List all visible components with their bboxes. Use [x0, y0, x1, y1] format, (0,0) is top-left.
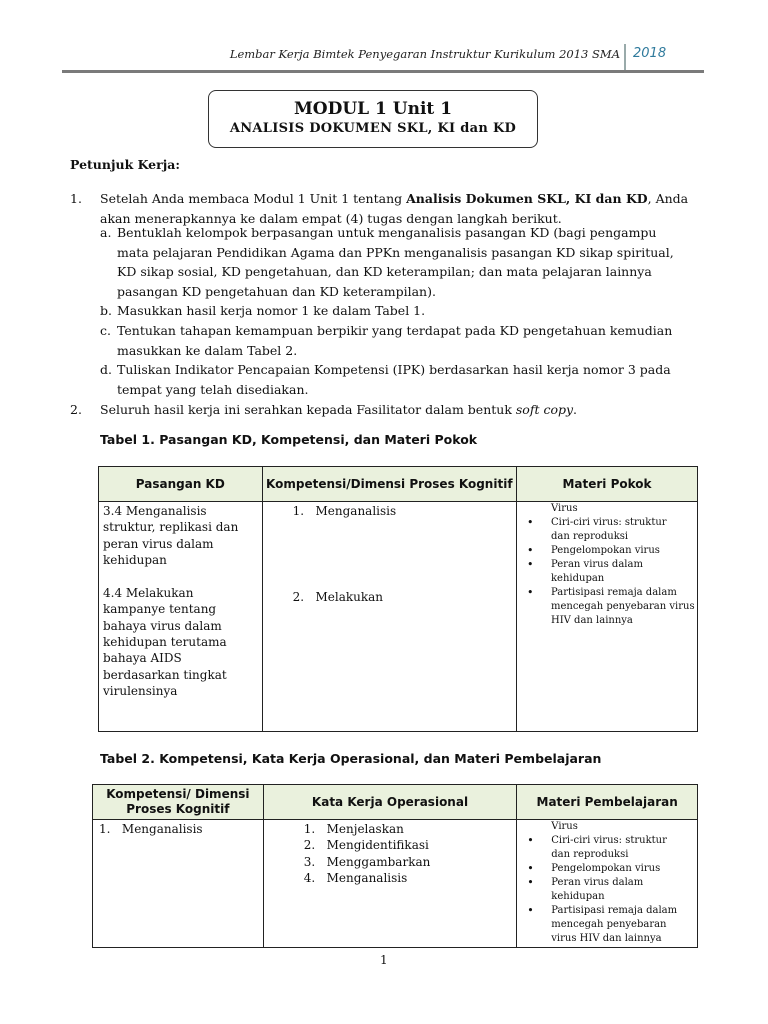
- table-2-materi-cell: [517, 820, 698, 948]
- table-2-kompetensi-1: 1. Menganalisis: [99, 822, 203, 836]
- module-title: MODUL 1 Unit 1: [293, 99, 453, 119]
- header-divider: [624, 44, 626, 72]
- item-2-text: Seluruh hasil kerja ini serahkan kepada Fasilitator dalam bentuk soft copy.: [100, 402, 578, 417]
- list-item: 3. Menggambarkan: [303, 854, 431, 869]
- list-item: • Ciri-ciri virus: struktur dan reproduksi: [551, 516, 697, 544]
- table-1-materi-cell: [516, 502, 697, 732]
- list-item: • Ciri-ciri virus: struktur dan reproduksi: [551, 834, 697, 862]
- kd-4-4: 4.4 Melakukan kampanye tentang bahaya virus dalam kehidupan terutama bahaya AIDS berdasarkan tingkat virulensinya: [103, 586, 227, 698]
- table-1-kompetensi-2: 2. Melakukan: [292, 590, 384, 605]
- sub-b-label: b.: [100, 303, 112, 318]
- sub-a-label: a.: [100, 225, 112, 240]
- table-1-kd-cell: [99, 502, 263, 732]
- table-1-header-kompetensi: Kompetensi/Dimensi Proses Kognitif: [262, 467, 516, 502]
- header-year: 2018: [633, 46, 667, 61]
- sub-c-text: Tentukan tahapan kemampuan berpikir yang terdapat pada KD pengetahuan kemudian masukkan ke dalam Tabel 2.: [117, 323, 673, 358]
- page-number: 1: [380, 953, 388, 967]
- table-2-header-kko: Kata Kerja Operasional: [263, 785, 517, 820]
- item-1-number: 1.: [70, 191, 82, 206]
- table-2-caption: Tabel 2. Kompetensi, Kata Kerja Operasional, dan Materi Pembelajaran: [100, 751, 602, 766]
- table-2-kompetensi-cell: [93, 820, 264, 948]
- table-1-header-pasangan-kd: Pasangan KD: [99, 467, 263, 502]
- list-item: • Partisipasi remaja dalam mencegah penyebaran virus HIV dan lainnya: [551, 904, 697, 946]
- item-1-line-2: akan menerapkannya ke dalam empat (4) tugas dengan langkah berikut.: [100, 210, 562, 226]
- list-item: • Partisipasi remaja dalam mencegah penyebaran virus HIV dan lainnya: [551, 586, 697, 628]
- table-2-materi-list: [517, 820, 697, 946]
- sub-a-text: Bentuklah kelompok berpasangan untuk menganalisis pasangan KD (bagi pengampu mata pelajaran Pendidikan Agama dan PPKn menganalisis pasangan KD sikap spiritual, KD sikap sosial, KD pengetahuan, dan KD keterampilan; dan mata pelajaran lainnya pasangan KD pengetahuan dan KD keterampilan).: [117, 225, 674, 299]
- table-2-header-materi: Materi Pembelajaran: [517, 785, 698, 820]
- table-2: [92, 784, 698, 948]
- list-item: 1. Menjelaskan: [303, 822, 404, 836]
- table-1-kompetensi-cell: [262, 502, 516, 732]
- module-title-box: [208, 90, 538, 148]
- list-item: 2. Mengidentifikasi: [303, 838, 429, 853]
- item-1-line-1: Setelah Anda membaca Modul 1 Unit 1 tentang Analisis Dokumen SKL, KI dan KD, Anda: [100, 191, 689, 206]
- list-item: • Peran virus dalam kehidupan: [551, 876, 697, 904]
- table-1-materi-list: [517, 502, 697, 628]
- list-item: Virus: [551, 821, 578, 832]
- table-1-kompetensi-1: 1. Menganalisis: [292, 504, 397, 518]
- sub-d-text: Tuliskan Indikator Pencapaian Kompetensi (IPK) berdasarkan hasil kerja nomor 3 pada tempat yang telah disediakan.: [117, 362, 671, 397]
- instructions-heading: Petunjuk Kerja:: [70, 157, 180, 172]
- list-item: 4. Menganalisis: [303, 870, 408, 885]
- sub-b-text: Masukkan hasil kerja nomor 1 ke dalam Tabel 1.: [117, 303, 426, 318]
- table-1-caption: Tabel 1. Pasangan KD, Kompetensi, dan Materi Pokok: [100, 432, 478, 447]
- sub-c-label: c.: [100, 323, 111, 338]
- table-1-header-materi: Materi Pokok: [516, 467, 697, 502]
- sub-d-label: d.: [100, 362, 112, 377]
- kd-3-4: 3.4 Menganalisis struktur, replikasi dan peran virus dalam kehidupan: [103, 504, 239, 567]
- list-item: • Pengelompokan virus: [551, 544, 697, 558]
- table-1: [98, 466, 698, 732]
- list-item: • Pengelompokan virus: [551, 862, 697, 876]
- item-2-number: 2.: [70, 402, 82, 417]
- list-item: Virus: [550, 503, 578, 514]
- header-rule: [62, 70, 704, 73]
- table-2-header-kompetensi: Kompetensi/ Dimensi Proses Kognitif: [93, 785, 264, 820]
- list-item: • Peran virus dalam kehidupan: [551, 558, 697, 586]
- running-header: Lembar Kerja Bimtek Penyegaran Instruktur Kurikulum 2013 SMA: [229, 47, 620, 61]
- module-subtitle: ANALISIS DOKUMEN SKL, KI dan KD: [229, 121, 517, 136]
- table-2-kko-cell: [263, 820, 517, 948]
